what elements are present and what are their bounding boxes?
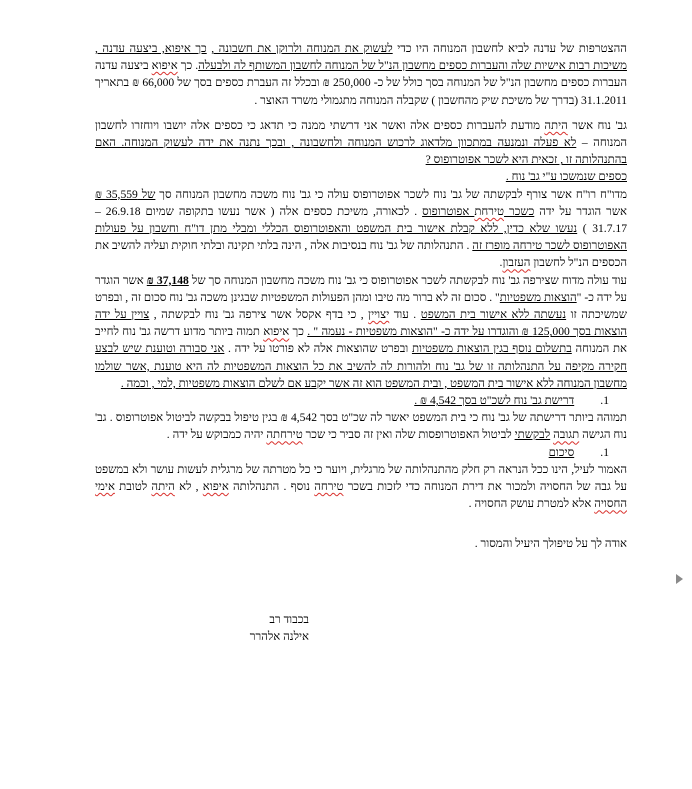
- text-run: . עוד: [389, 308, 421, 322]
- text-run: נוסף . התנהלותה: [228, 480, 315, 494]
- paragraph-fee-demand: [95, 409, 627, 443]
- text-run: כשכר: [504, 204, 535, 218]
- text-run: טירחה: [314, 480, 344, 494]
- list-item-fee-demand: [95, 392, 627, 409]
- text-run: היתה: [544, 118, 568, 132]
- text-run: נעשו שלא כדין, ללא קבלת אישור בית המשפט והאפוטרופוס הכללי ומבלי: [226, 222, 578, 236]
- paragraph-summary: [95, 461, 627, 513]
- text-run: , כי בדף אקסל אשר צירפה גב' נוח לבקשתה ,: [149, 308, 369, 322]
- text-run: לעשוק את המנוחה ולרוקן את חשבונה ,: [211, 42, 393, 55]
- text-run: אשר הוגדר על ידה כ- ": [95, 273, 627, 304]
- text-run: מדו"ח רו"ח אשר צורף לבקשתה של גב' נוח לשכר אפוטרופוס עולה כי גב' נוח משכה מחשבון המנוחה סך: [155, 187, 627, 201]
- closing-salutation: בכבוד רב: [269, 612, 309, 626]
- text-run: טירחתה: [266, 428, 303, 442]
- text-run: לביטול האפוטרופסות שלה ואין זה סביר כי שכר: [302, 428, 515, 442]
- text-run: תגובה: [553, 428, 580, 442]
- text-run: העזבון: [502, 256, 531, 270]
- paragraph-legal-expenses: [95, 272, 627, 392]
- text-run: . לכאורה, משיכת כספים אלה ( אשר נעשו בתקופה שמיום 26.9.18 – 31.7.17 ): [95, 204, 627, 236]
- text-run: .: [499, 256, 503, 270]
- text-run: איפוא: [151, 59, 178, 73]
- text-run: אלא למטרת עושק החסויה .: [468, 497, 595, 511]
- thanks-line: אודה לך על טיפולך היעיל והמסור .: [474, 537, 627, 551]
- text-run: תמוהה ביותר דרישתה של גב' נוח כי בית המשפט יאשר לה שכ"ט בסך 4,542 ₪ בגין טיפול בבקשה לביטול אפוטרופוס . גב' נוח הגישה: [95, 411, 627, 442]
- text-run: מודעת להעברות כספים אלה ואשר אני דרשתי ממנה כי תדאג כי כספים אלה יושבו ויוחזרו לחשבון המנוחה –: [95, 118, 627, 150]
- text-run: החסויה: [594, 497, 627, 511]
- text-run: אני סבורה וטוענת שיש לבצע חקירה מקיפה על התנהלותה זו של גב' נוח ולהורות לה להשיב את כל הוצאות המשפטיות לה היא טוענת ,אשר שולמו מחשבון המנוחה ללא אישור בית המשפט , ובית המשפט הוא זה אשר יקבע אם לשלם הוצאות משפטיות ,למי , וכמה .: [95, 342, 627, 390]
- text-run: טירחת: [474, 204, 505, 218]
- text-run: כך: [289, 325, 308, 339]
- text-run: ובפרט שהוצאות אלה לא פורטו על ידה .: [224, 342, 412, 356]
- text-run: יצויין: [368, 308, 390, 322]
- list-item-number: 1.: [600, 394, 609, 408]
- text-run: . התנהלותה של גב' נוח בנסיבות אלה , הינה בלתי תקינה ובלתי חוקית ועליה להשיב את הכספים הנ"ל לחשבון: [95, 239, 627, 270]
- text-run: יהיה כמבוקש על ידה .: [166, 428, 267, 442]
- text-run: איפוא: [263, 325, 290, 339]
- text-run: מתן דו"ח וחשבון על פעולות האפוטרופוס לשכר טירחה מופרז זה: [95, 222, 627, 253]
- text-run: גב' נוח אשר: [567, 118, 627, 132]
- list-item-title: סיכום: [548, 445, 575, 459]
- text-run: לטובת: [114, 480, 152, 494]
- paragraph-transfer-of-funds: [95, 40, 627, 109]
- text-run: עוד עולה מדוח שצירפה גב' נוח לבקשתה לשכר אפוטרופוס כי גב' נוח משכה מחשבון המנוחה סך של: [188, 273, 627, 287]
- text-run: בתשלום נוסף בגין הוצאות משפטיות: [411, 342, 572, 356]
- text-run: , לא: [174, 480, 203, 494]
- section-heading-withdrawals: כספים שנמשכו ע"י גב' נוח .: [505, 170, 627, 184]
- paragraph-guardian-fee: [95, 186, 627, 272]
- text-run: אשר הוגדר על ידה: [534, 204, 628, 218]
- text-run: אפוטרופוס: [422, 204, 475, 218]
- text-run: הוצאות משפטיות: [499, 290, 577, 304]
- text-run: נעשתה ללא אישור בית המשפט: [420, 308, 567, 322]
- text-run: ביצעה עדנה העברות כספים מחשבון הנ"ל של המנוחה בסך כולל של כ- 250,000 ₪ ובכלל זה העברת כספים בסך של 66,000 ₪ בתאריך 31.1.2011 (בדרך של משיכת שיק מהחשבון ) שקבלה המנוחה מתגמולי משרד האוצר .: [95, 59, 628, 107]
- paragraph-noach-awareness: [95, 117, 627, 169]
- list-item-summary: [95, 444, 627, 461]
- comment-marker-icon: [676, 574, 683, 584]
- text-run: צויין על ידה הוצאות בסך 125,000 ₪ והוגדרו על ידה כ- "הוצאות משפטיות - נעמה " .: [95, 308, 627, 339]
- text-run: כך איפוא, ביצעה עדנה , משיכות רבות אישיות שלה והעברות כספים מחשבון הנ"ל של המנוחה לחשבון המשותף לה ולבעלה: [95, 42, 627, 73]
- list-item-number: 1.: [600, 445, 609, 459]
- text-run: לא פעלה ונמנעה במתכוון מלדאוג לרכוש המנוחה ולחשבונה , ובכך נתנה את ידה לעשוק המנוחה. האם בהתנהלותה זו , זכאית היא לשכר אפוטרופוס ?: [95, 136, 627, 167]
- signature-name: אילנה אלהרר: [249, 629, 309, 643]
- text-run: איפוא: [202, 480, 229, 494]
- text-run: אימי: [95, 480, 115, 494]
- text-run: ההצטרפות של עדנה לביא לחשבון המנוחה היו כדי: [392, 42, 627, 55]
- text-run: האמור לעיל, הינו ככל הנראה רק חלק מהתנהלותה של מרגלית, ויוער כי כל מטרתה של מרגלית לעשות עושר ולא במשפט על גבה של החסויה ולמכור את דירת המנוחה כדי לזכות בשכר: [95, 462, 627, 494]
- text-run: תמוה ביותר מדוע דרשה גב' נוח לחייב את המנוחה: [95, 325, 627, 356]
- text-run: היתה: [151, 480, 175, 494]
- text-run: 37,148 ₪: [146, 273, 189, 287]
- list-item-title: דרישת גב' נוח לשכ"ט בסך 4,542 ₪ .: [414, 394, 575, 408]
- text-run: לבקשתי: [514, 428, 551, 442]
- text-run: של 35,559 ₪: [95, 187, 156, 201]
- text-run: " . סכום זה לא ברור מה טיבו ומהן הפעולות המשפטיות שבגינן משכה גב' נוח סכום זה , ובפרט שמשיכתה זו: [95, 290, 628, 322]
- text-run: . כך: [177, 59, 199, 73]
- document-page: [95, 40, 627, 645]
